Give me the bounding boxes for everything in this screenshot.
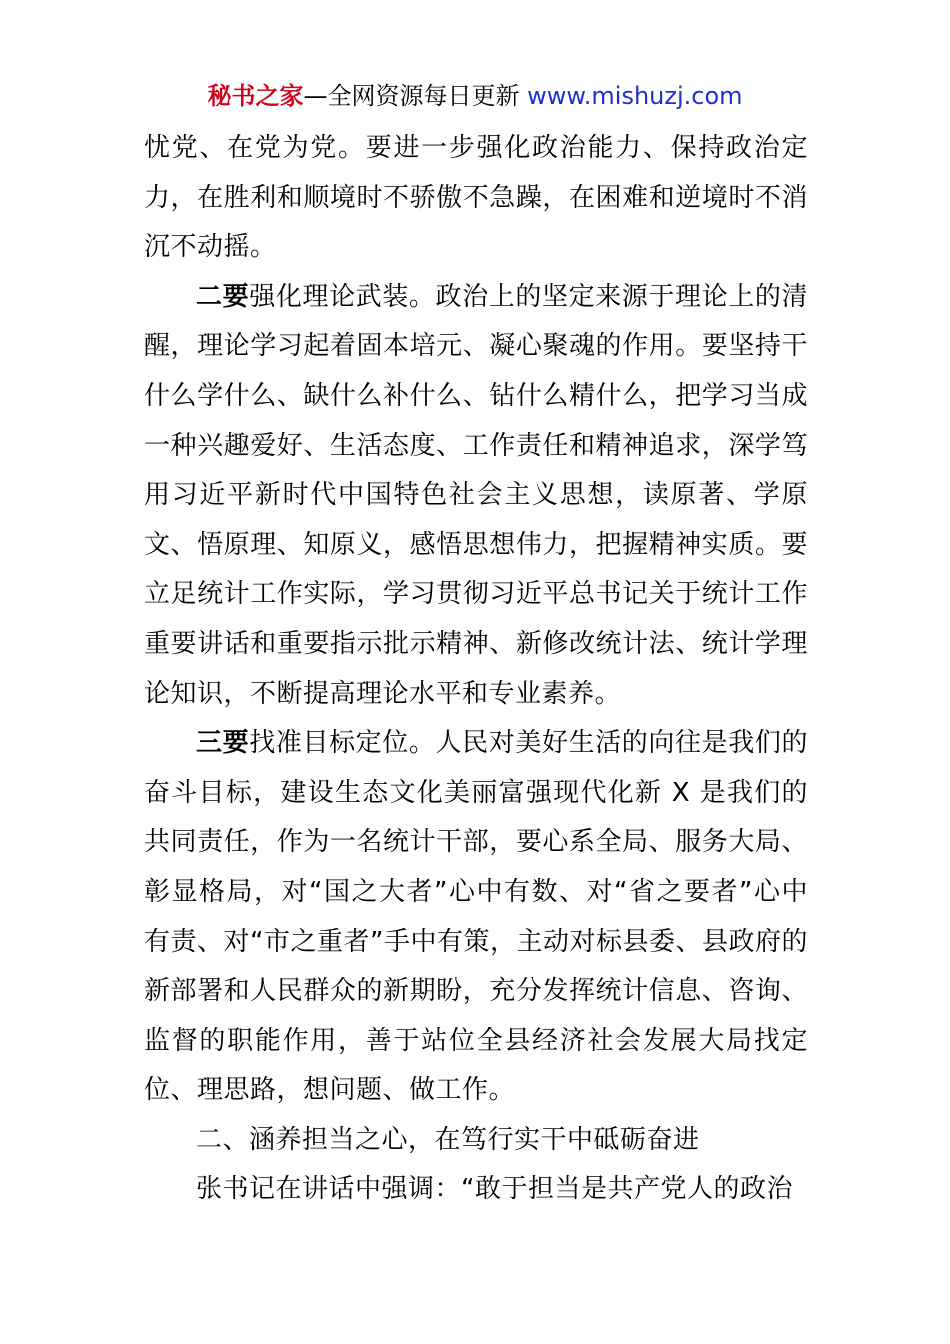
- section-heading: 二、涵养担当之心，在笃行实干中砥砺奋进: [196, 1124, 700, 1155]
- paragraph-lead-label: 二要: [196, 281, 250, 312]
- paragraph-second-requirement: [144, 273, 808, 719]
- paragraph-lead-label: 三要: [196, 728, 250, 759]
- paragraph-quote-start: 张书记在讲话中强调：“敢于担当是共产党人的政治: [196, 1174, 793, 1205]
- site-url-link[interactable]: www.mishuzj.com: [527, 82, 743, 110]
- paragraph-continuation: 忧党、在党为党。要进一步强化政治能力、保持政治定力，在胜利和顺境时不骄傲不急躁，在困难和逆境时不消沉不动摇。: [144, 133, 808, 263]
- paragraph-text: 找准目标定位。人民对美好生活的向往是我们的奋斗目标，建设生态文化美丽富强现代化新 X 是我们的共同责任，作为一名统计干部，要心系全局、服务大局、彰显格局，对“国之大者”心中有数、对“省之要者”心中有责、对“市之重者”手中有策，主动对标县委、县政府的新部署和人民群众的新期盼，充分发挥统计信息、咨询、监督的职能作用，善于站位全县经济社会发展大局找定位、理思路，想问题、做工作。: [144, 728, 808, 1106]
- paragraph-third-requirement: [144, 719, 808, 1116]
- site-header: [0, 80, 950, 112]
- paragraph-text: 强化理论武装。政治上的坚定来源于理论上的清醒，理论学习起着固本培元、凝心聚魂的作用。要坚持干什么学什么、缺什么补什么、钻什么精什么，把学习当成一种兴趣爱好、生活态度、工作责任和精神追求，深学笃用习近平新时代中国特色社会主义思想，读原著、学原文、悟原理、知原义，感悟思想伟力，把握精神实质。要立足统计工作实际，学习贯彻习近平总书记关于统计工作重要讲话和重要指示批示精神、新修改统计法、统计学理论知识，不断提高理论水平和专业素养。: [144, 281, 808, 709]
- document-body: [144, 124, 808, 1215]
- site-tagline: —全网资源每日更新: [303, 82, 520, 110]
- site-brand: 秘书之家: [207, 82, 304, 110]
